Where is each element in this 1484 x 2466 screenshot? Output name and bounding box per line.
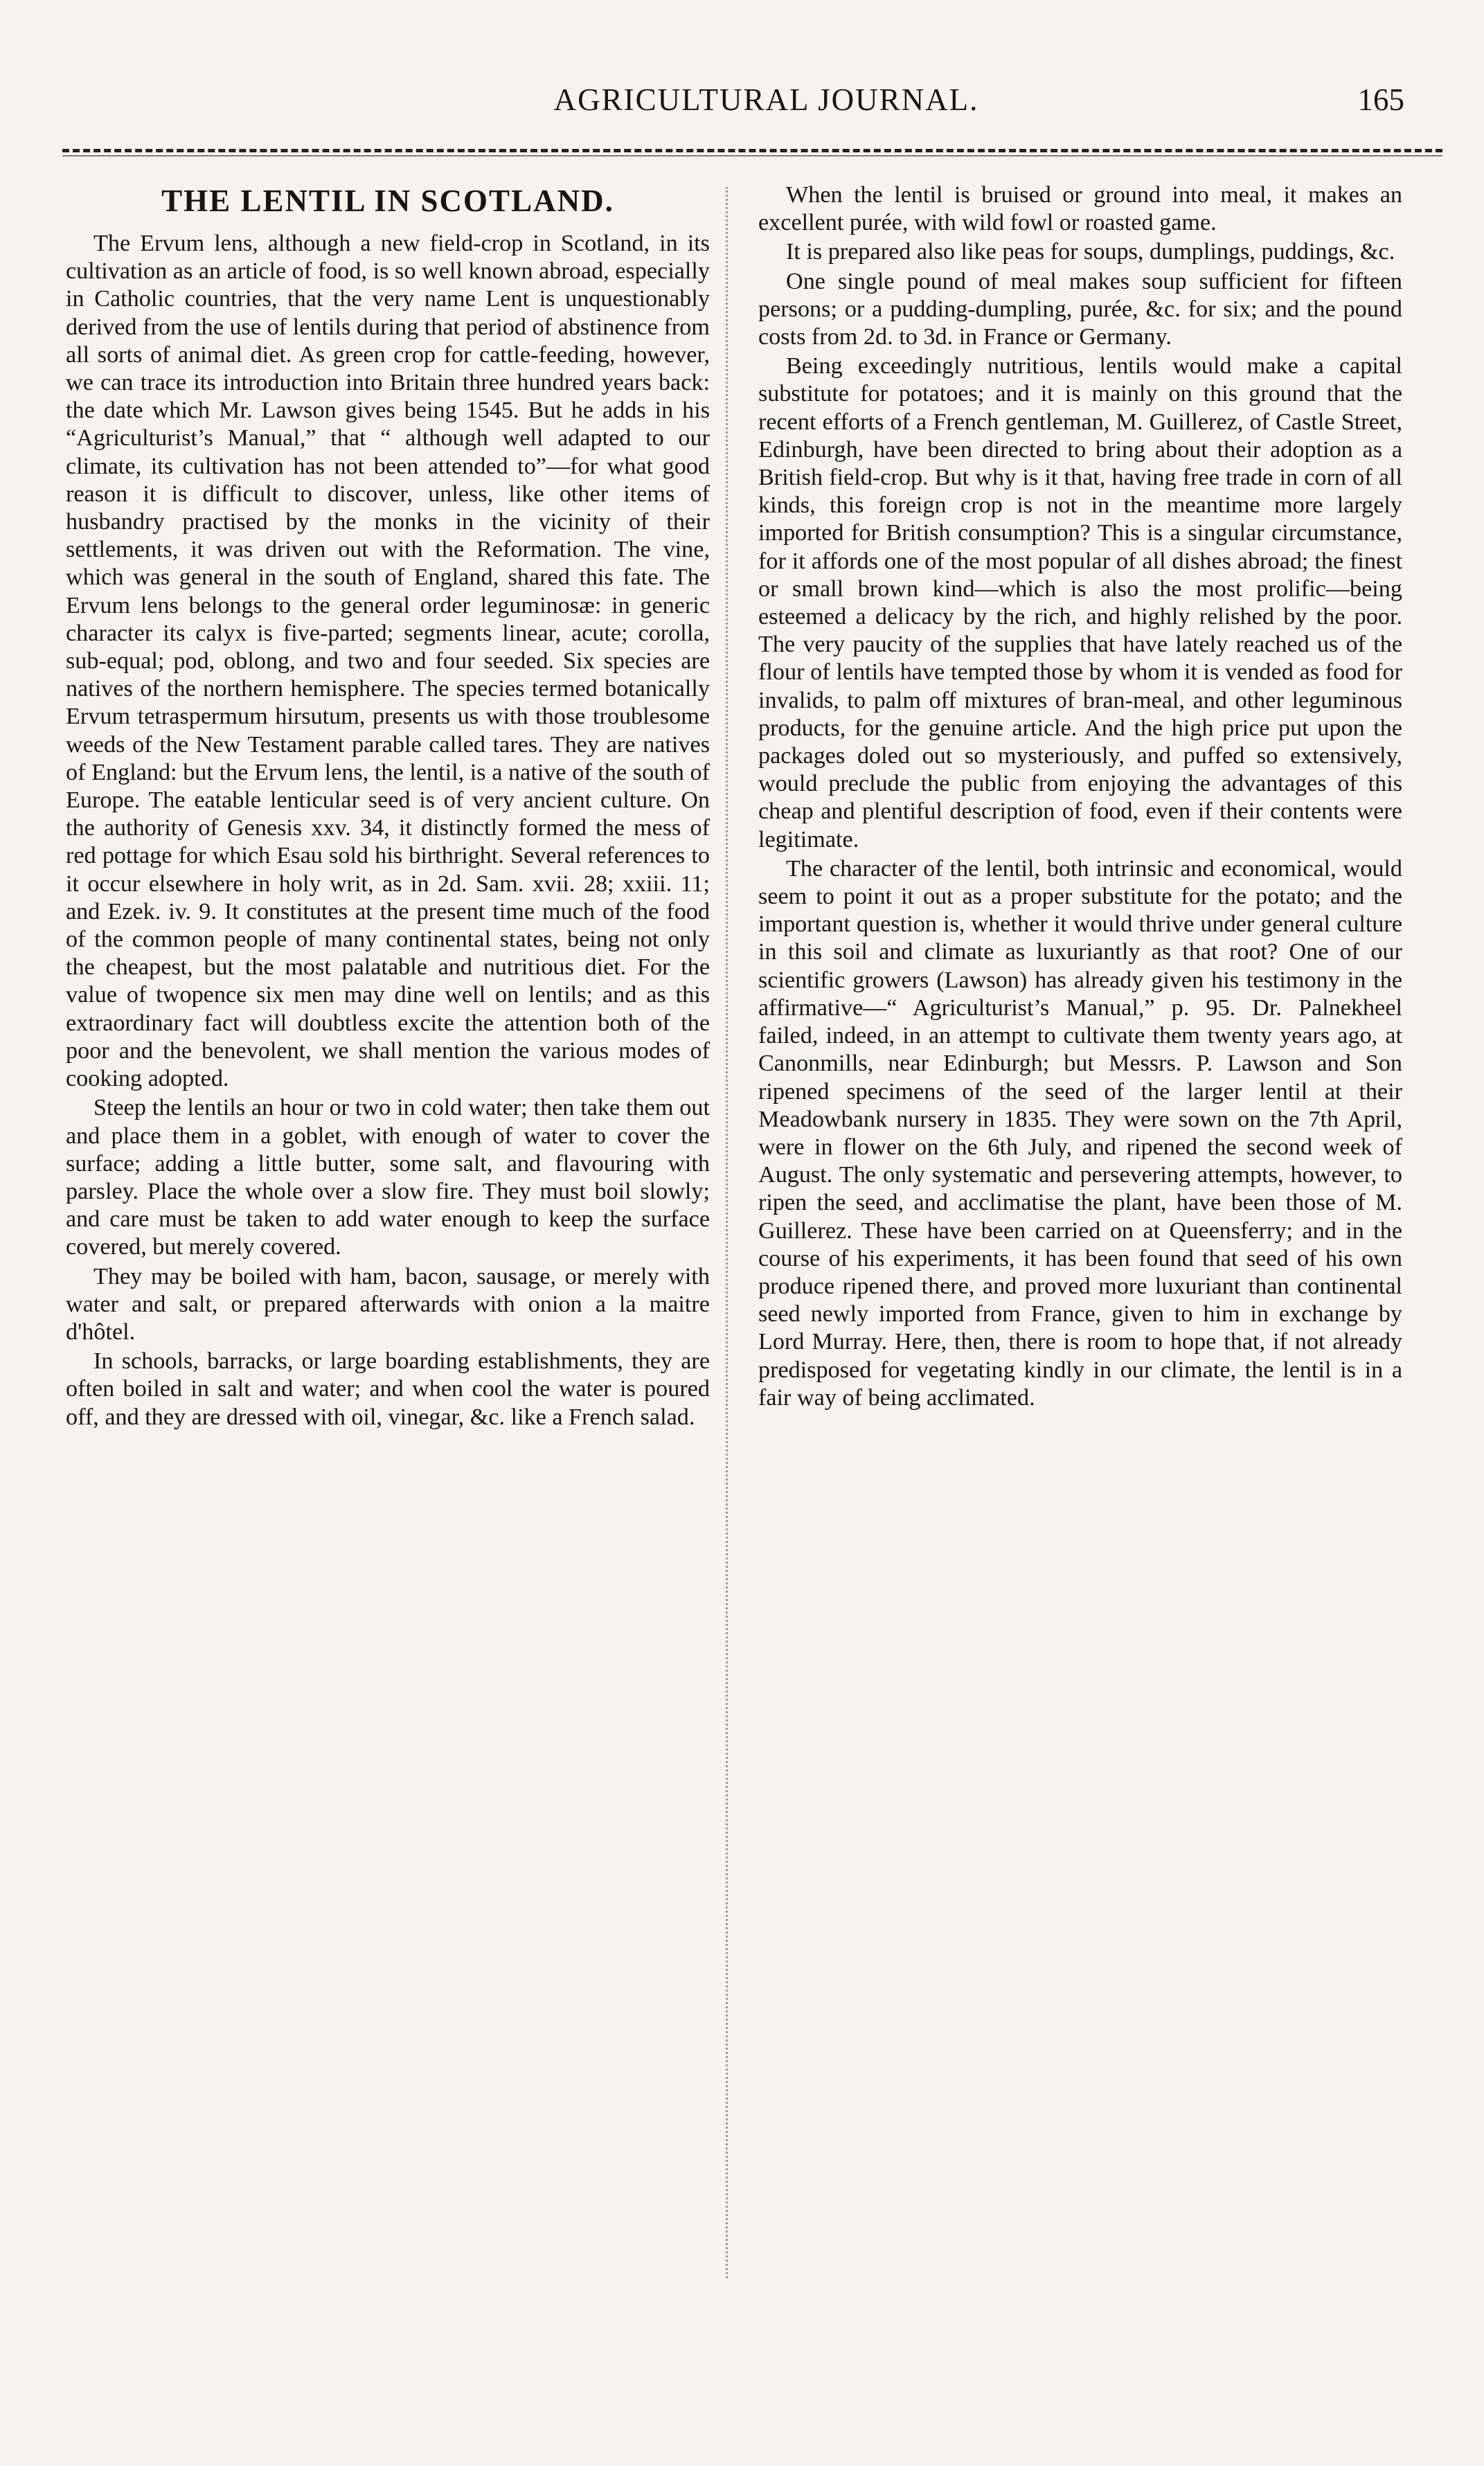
header-rule (62, 149, 1442, 152)
left-column (66, 181, 710, 1431)
paragraph: One single pound of meal makes soup sufficient for fifteen persons; or a pudding-dumpling, purée, &c. for six; and the pound costs from 2d. to 3d. in France or Germany. (758, 268, 1402, 350)
page-number: 165 (1357, 82, 1404, 117)
paragraph: It is prepared also like peas for soups, dumplings, puddings, &c. (786, 239, 1395, 265)
paragraph: In schools, barracks, or large boarding establishments, they are often boiled in salt and water; and when cool the water is poured off, and they are dressed with oil, vinegar, &c. like a French salad. (66, 1348, 710, 1430)
right-column (758, 181, 1402, 1412)
column-divider (726, 187, 728, 2278)
paragraph: Being exceedingly nutritious, lentils would make a capital substitute for potatoes; and it is mainly on this ground that the recent efforts of a French gentleman, M. Guillerez, of Castle Street, Edinburgh, have been directed to bring about their adoption as a British field-crop. But why is it that, having free trade in corn of all kinds, this foreign crop is not in the meantime more largely imported for British consumption? This is a singular circumstance, for it affords one of the most popular of all dishes abroad; the finest or small brown kind—which is also the most prolific—being esteemed a delicacy by the rich, and highly relished by the poor. The very paucity of the supplies that have lately reached us of the flour of lentils have tempted those by whom it is vended as food for invalids, to palm off mixtures of bran-meal, and other leguminous products, for the genuine article. And the high price put upon the packages doled out so mysteriously, and puffed so extensively, would preclude the public from enjoying the advantages of this cheap and plentiful description of food, even if their contents were legitimate. (758, 353, 1402, 852)
paragraph: They may be boiled with ham, bacon, sausage, or merely with water and salt, or prepared afterwards with onion a la maitre d'hôtel. (66, 1263, 710, 1345)
paragraph: The character of the lentil, both intrinsic and economical, would seem to point it out as a proper substitute for the potato; and the important question is, whether it would thrive under general culture in this soil and climate as luxuriantly as that root? One of our scientific growers (Lawson) has already given his testimony in the affirmative—“ Agriculturist’s Manual,” p. 95. Dr. Palnekheel failed, indeed, in an attempt to cultivate them twenty years ago, at Canonmills, near Edinburgh; but Messrs. P. Lawson and Son ripened specimens of the seed of the larger lentil at their Meadowbank nursery in 1835. They were sown on the 7th April, were in flower on the 6th July, and ripened the second week of August. The only systematic and persevering attempts, however, to ripen the seed, and acclimatise the plant, have been those of M. Guillerez. These have been carried on at Queensferry; and in the course of his experiments, it has been found that seed of his own produce ripened there, and proved more luxuriant than continental seed newly imported from France, given to him in exchange by Lord Murray. Here, then, there is room to hope that, if not already predisposed for vegetating kindly in our climate, the lentil is in a fair way of being acclimated. (758, 855, 1402, 1411)
running-head (62, 82, 1442, 130)
header-rule-underline (62, 155, 1442, 157)
paragraph: When the lentil is bruised or ground into meal, it makes an excellent purée, with wild fowl or roasted game. (758, 182, 1402, 236)
paragraph: Steep the lentils an hour or two in cold water; then take them out and place them in a goblet, with enough of water to cover the surface; adding a little butter, some salt, and flavouring with parsley. Place the whole over a slow fire. They must boil slowly; and care must be taken to add water enough to keep the surface covered, but merely covered. (66, 1095, 710, 1260)
article-title: THE LENTIL IN SCOTLAND. (161, 184, 614, 218)
journal-title: AGRICULTURAL JOURNAL. (553, 82, 979, 117)
paragraph: The Ervum lens, although a new field-crop in Scotland, in its cultivation as an article of food, is so well known abroad, especially in Catholic countries, that the very name Lent is unquestionably derived from the use of lentils during that period of abstinence from all sorts of animal diet. As green crop for cattle-feeding, however, we can trace its introduction into Britain three hundred years back: the date which Mr. Lawson gives being 1545. But he adds in his “Agriculturist’s Manual,” that “ although well adapted to our climate, its cultivation has not been attended to”—for what good reason it is difficult to discover, unless, like other items of husbandry practised by the monks in the vicinity of their settlements, it was driven out with the Reformation. The vine, which was general in the south of England, shared this fate. The Ervum lens belongs to the general order leguminosæ: in generic character its calyx is five-parted; segments linear, acute; corolla, sub-equal; pod, oblong, and two and four seeded. Six species are natives of the northern hemisphere. The species termed botanically Ervum tetraspermum hirsutum, presents us with those troublesome weeds of the New Testament parable called tares. They are natives of England: but the Ervum lens, the lentil, is a native of the south of Europe. The eatable lenticular seed is of very ancient culture. On the authority of Genesis xxv. 34, it distinctly formed the mess of red pottage for which Esau sold his birthright. Several references to it occur elsewhere in holy writ, as in 2d. Sam. xvii. 28; xxiii. 11; and Ezek. iv. 9. It constitutes at the present time much of the food of the common people of many continental states, being not only the cheapest, but the most palatable and nutritious diet. For the value of twopence six men may dine well on lentils; and as this extraordinary fact will doubtless excite the attention both of the poor and the benevolent, we shall mention the various modes of cooking adopted. (66, 231, 710, 1092)
